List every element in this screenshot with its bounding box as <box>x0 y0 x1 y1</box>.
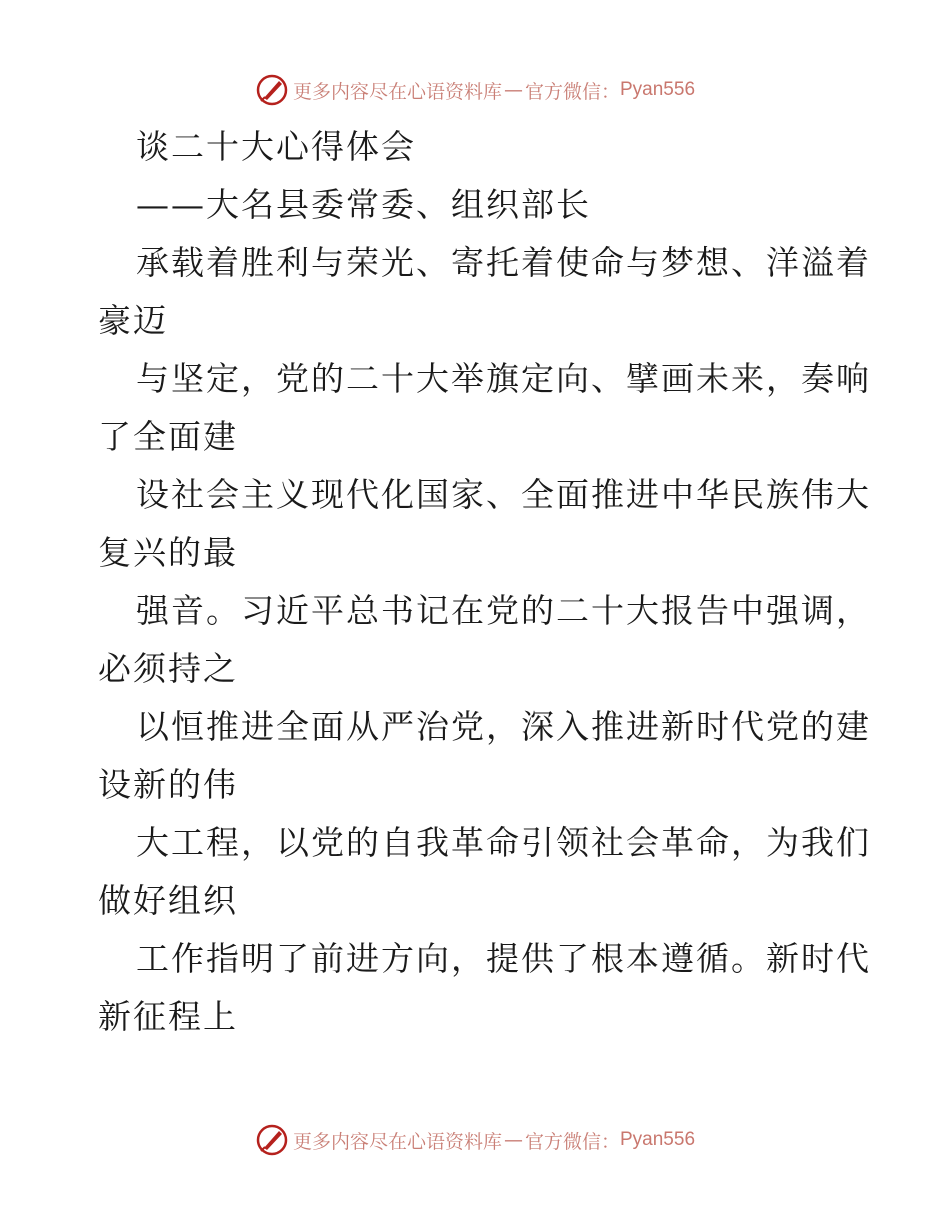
document-title: 谈二十大心得体会 <box>136 127 416 166</box>
banner-wechat-label: 官方微信： <box>524 80 620 103</box>
document-author: ——大名县委常委、组织部长 <box>136 185 591 224</box>
text-line: 了全面建 <box>98 417 238 456</box>
banner-separator: — <box>503 1129 523 1151</box>
document-body <box>98 118 871 1046</box>
text-line: 设新的伟 <box>98 765 238 804</box>
banner-wechat-label: 官方微信： <box>524 1130 620 1153</box>
text-line: 以恒推进全面从严治党，深入推进新时代党的建 <box>136 707 871 746</box>
text-line: 强音。习近平总书记在党的二十大报告中强调， <box>136 591 871 630</box>
banner-tagline: 更多内容尽在心语资料库 <box>292 1130 502 1153</box>
text-line: 复兴的最 <box>98 533 238 572</box>
banner-separator: — <box>503 79 523 101</box>
text-line: 承载着胜利与荣光、寄托着使命与梦想、洋溢着 <box>136 243 871 282</box>
text-line: 必须持之 <box>98 649 238 688</box>
quill-pen-icon <box>255 1123 289 1157</box>
quill-pen-icon <box>255 73 289 107</box>
header-banner <box>0 70 950 110</box>
text-line: 新征程上 <box>98 997 238 1036</box>
banner-wechat-id: Pyan556 <box>620 1129 696 1150</box>
text-line: 设社会主义现代化国家、全面推进中华民族伟大 <box>136 475 871 514</box>
banner-tagline: 更多内容尽在心语资料库 <box>292 80 502 103</box>
footer-banner <box>0 1120 950 1160</box>
banner-wechat-id: Pyan556 <box>620 79 696 100</box>
text-line: 工作指明了前进方向，提供了根本遵循。新时代 <box>136 939 871 978</box>
text-line: 豪迈 <box>98 301 168 340</box>
text-line: 做好组织 <box>98 881 238 920</box>
text-line: 与坚定，党的二十大举旗定向、擘画未来，奏响 <box>136 359 871 398</box>
text-line: 大工程，以党的自我革命引领社会革命，为我们 <box>136 823 871 862</box>
